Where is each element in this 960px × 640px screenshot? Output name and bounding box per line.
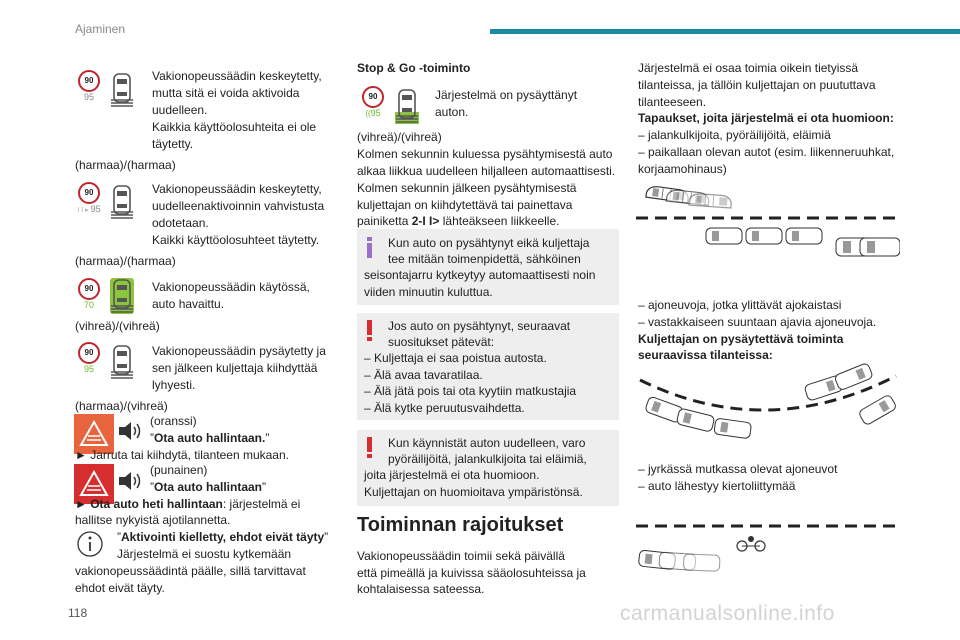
stop-go-heading: Stop & Go -toiminto (357, 61, 471, 75)
speaker-icon (116, 468, 146, 494)
lane-cross-illustration (636, 180, 900, 280)
section-heading: Toiminnan rajoitukset (357, 514, 564, 536)
page-number: 118 (68, 606, 88, 620)
speed-indicator: 90 ((95 (357, 86, 389, 126)
speed-indicator: 90 95 (73, 70, 105, 110)
speed-indicator: 90 70 (73, 278, 105, 318)
car-icon (108, 182, 136, 220)
car-icon (108, 70, 136, 108)
car-icon (108, 342, 136, 380)
color-label: (harmaa)/(harmaa) (75, 158, 176, 172)
car-icon-green (108, 276, 136, 314)
speed-indicator: 90 I I ▸ 95 (73, 182, 105, 222)
color-label: (vihreä)/(vihreä) (75, 319, 160, 333)
color-label: (vihreä)/(vihreä) (357, 130, 442, 144)
speed-indicator: 90 95 (73, 342, 105, 382)
color-label: (harmaa)/(harmaa) (75, 254, 176, 268)
info-marker-icon (367, 237, 373, 259)
speaker-icon (116, 418, 146, 444)
watermark: carmanualsonline.info (620, 602, 835, 625)
color-label: (harmaa)/(vihreä) (75, 399, 168, 413)
car-icon-green (393, 86, 421, 124)
cyclist-illustration (636, 518, 900, 582)
section-title: Ajaminen (75, 22, 126, 36)
info-icon (76, 530, 104, 558)
exclamation-icon (367, 320, 373, 342)
header-accent-bar (490, 29, 960, 34)
sharp-bend-illustration (636, 362, 900, 460)
exclamation-icon (367, 437, 373, 459)
